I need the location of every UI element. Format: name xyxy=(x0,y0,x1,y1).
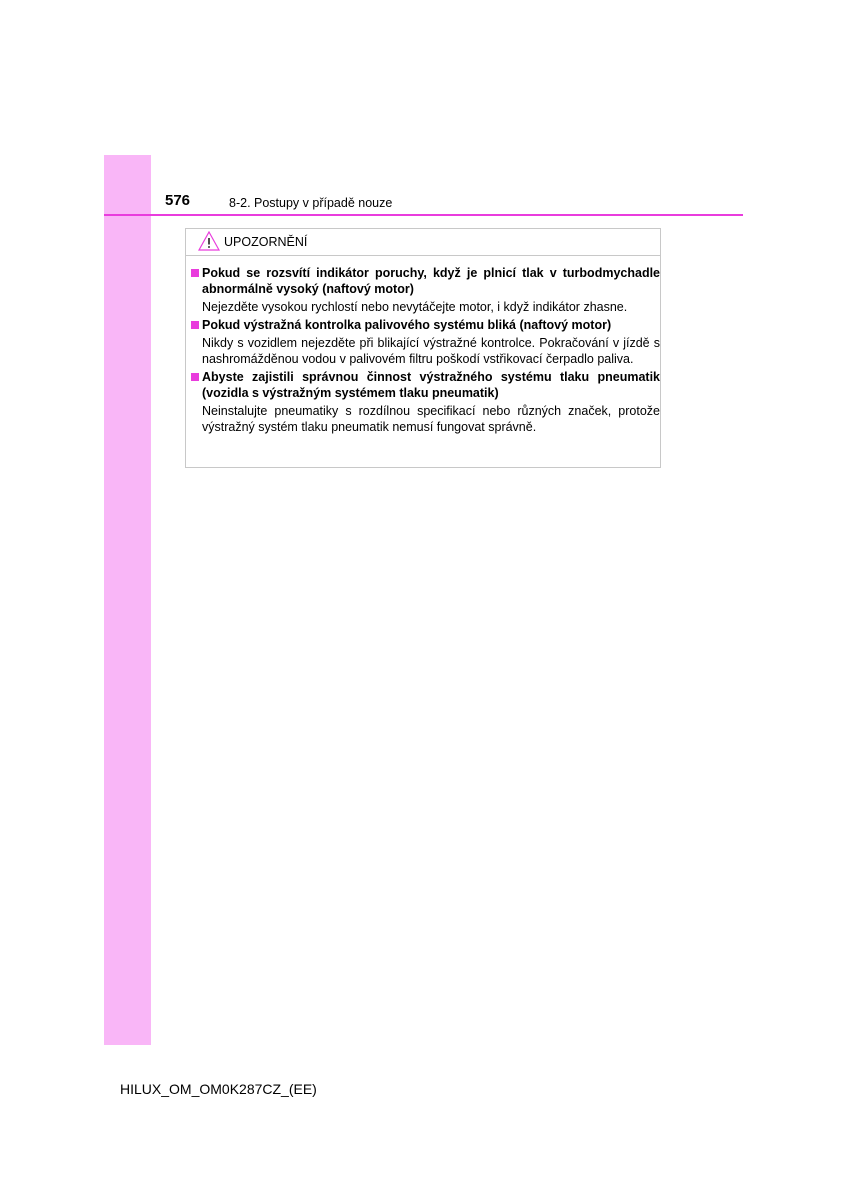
warning-body xyxy=(190,265,660,437)
warning-item-heading-text: Pokud se rozsvítí indikátor poruchy, když je plnicí tlak v turbodmychadle abnormálně vysoký (naftový motor) xyxy=(202,266,660,296)
warning-triangle-icon xyxy=(198,231,220,251)
warning-item-text: Neinstalujte pneumatiky s rozdílnou specifikací nebo různých značek, protože výstražný systém tlaku pneumatik nemusí fungovat správně. xyxy=(202,404,660,434)
side-strip xyxy=(104,155,151,1045)
header-rule xyxy=(104,214,743,216)
warning-item-heading xyxy=(190,265,660,297)
warning-item-heading xyxy=(190,369,660,401)
page-number: 576 xyxy=(165,192,191,209)
warning-item xyxy=(190,265,660,315)
square-bullet-icon xyxy=(191,269,199,277)
warning-item-text: Nikdy s vozidlem nejezděte při blikající výstražné kontrolce. Pokračování v jízdě s nashromážděnou vodou v palivovém filtru poškodí vstřikovací čerpadlo paliva. xyxy=(202,336,660,366)
warning-item-heading-text: Pokud výstražná kontrolka palivového systému bliká (naftový motor) xyxy=(202,318,612,332)
warning-label: UPOZORNĚNÍ xyxy=(224,235,308,249)
warning-header xyxy=(186,229,660,256)
section-title: 8-2. Postupy v případě nouze xyxy=(229,196,393,210)
warning-item xyxy=(190,369,660,435)
footer-code: HILUX_OM_OM0K287CZ_(EE) xyxy=(120,1081,317,1097)
square-bullet-icon xyxy=(191,321,199,329)
warning-item xyxy=(190,317,660,367)
warning-box xyxy=(185,228,661,468)
warning-item-text: Nejezděte vysokou rychlostí nebo nevytáčejte motor, i když indikátor zhasne. xyxy=(202,300,628,314)
warning-item-heading xyxy=(190,317,660,333)
warning-item-heading-text: Abyste zajistili správnou činnost výstražného systému tlaku pneumatik (vozidla s výstražným systémem tlaku pneumatik) xyxy=(202,370,660,400)
square-bullet-icon xyxy=(191,373,199,381)
